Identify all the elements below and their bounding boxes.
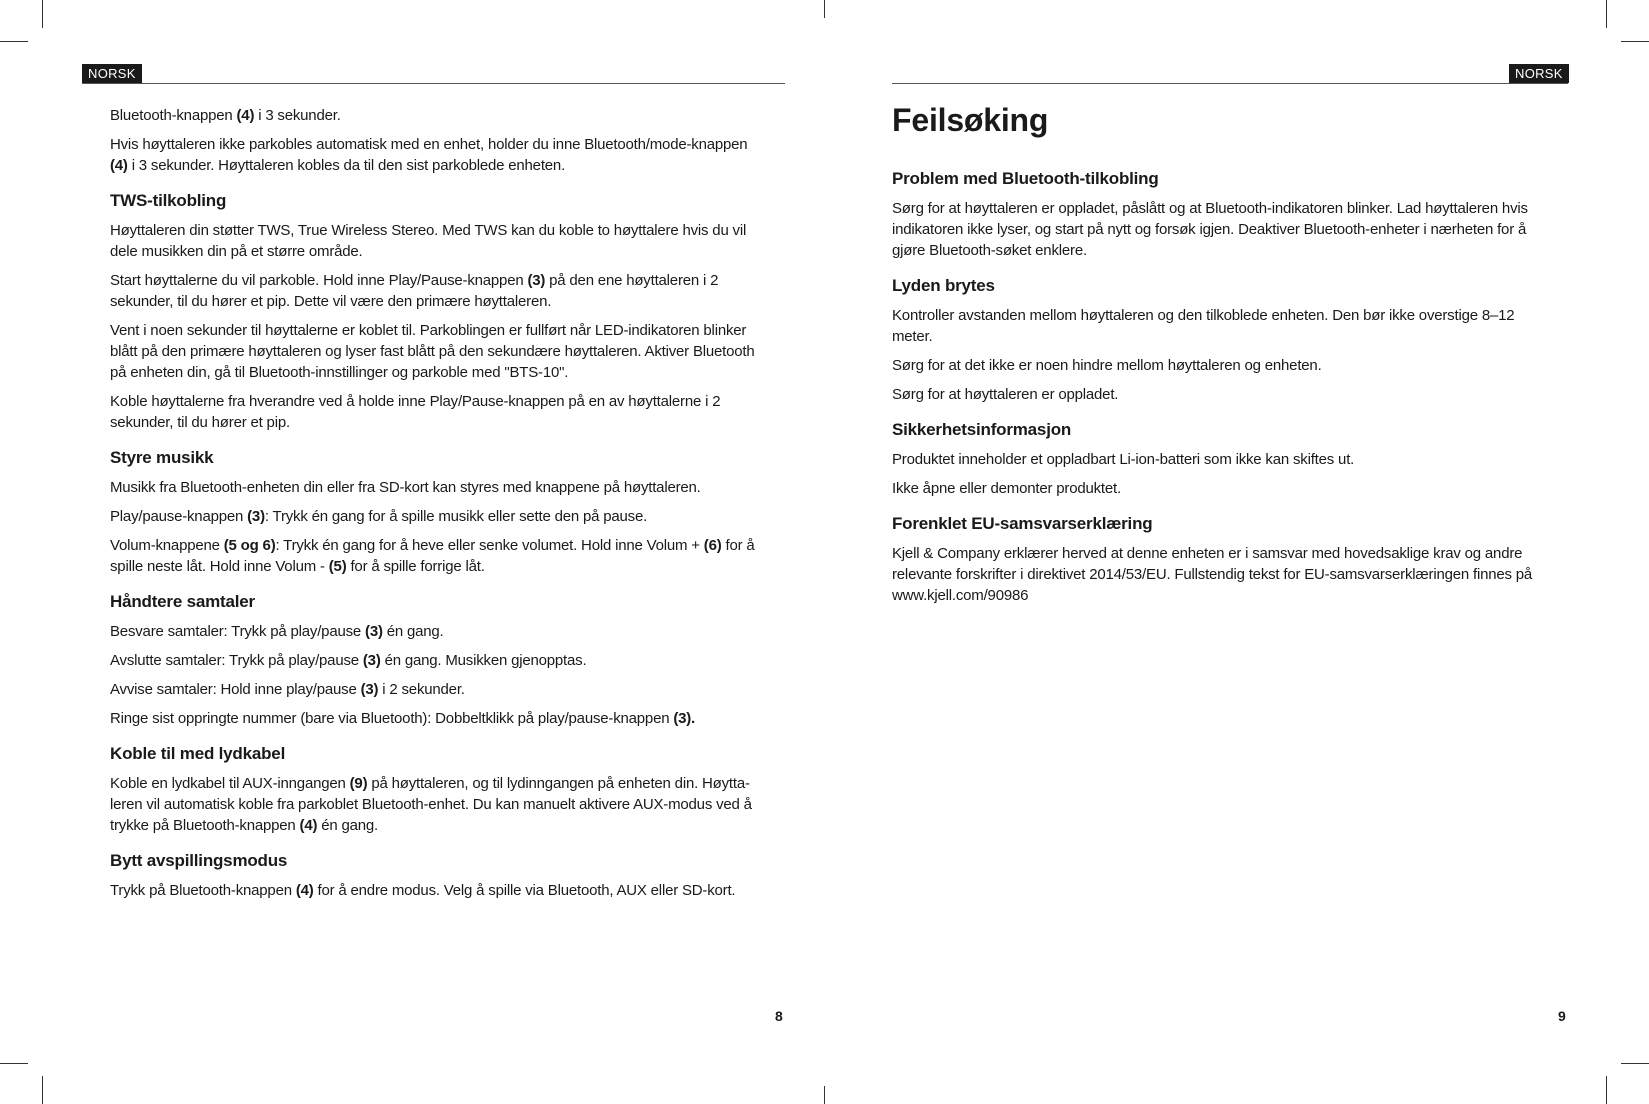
page-title: Feilsøking bbox=[892, 102, 1049, 138]
paragraph bbox=[110, 880, 758, 901]
button-reference: (5 og 6) bbox=[223, 537, 276, 554]
text-run: Sørg for at det ikke er noen hindre mellom høyttaleren og enheten. bbox=[892, 357, 1322, 374]
text-run: Start høyttalerne du vil parkoble. Hold inne Play/Pause-knappen bbox=[110, 272, 528, 289]
text-run: Koble en lydkabel til AUX-inngangen bbox=[110, 775, 350, 792]
text-run: Sørg for at høyttaleren er oppladet. bbox=[892, 386, 1119, 403]
paragraph bbox=[110, 270, 758, 312]
text-run: Høyttaleren din støtter TWS, True Wireless Stereo. Med TWS kan du koble to høyttalere hvis du vil dele musikken din på et større område. bbox=[110, 222, 747, 260]
text-run: Kontroller avstanden mellom høyttaleren og den tilkoblede enheten. Den bør ikke overstige 8–12 meter. bbox=[892, 307, 1515, 345]
button-reference: (3) bbox=[360, 681, 379, 698]
text-run: Ringe sist oppringte nummer (bare via Bluetooth): Dobbeltklikk på play/pause-knappen bbox=[110, 710, 674, 727]
text-run: for å endre modus. Velg å spille via Bluetooth, AUX eller SD-kort. bbox=[313, 882, 736, 899]
right-page bbox=[824, 0, 1649, 1104]
button-reference: (4) bbox=[236, 107, 255, 124]
paragraph bbox=[892, 449, 1542, 470]
text-run: i 3 sekunder. bbox=[254, 107, 341, 124]
button-reference: (4) bbox=[110, 157, 128, 174]
paragraph bbox=[892, 305, 1542, 347]
button-reference: (3) bbox=[527, 272, 546, 289]
button-reference: (4) bbox=[299, 817, 318, 834]
button-reference: (9) bbox=[349, 775, 368, 792]
paragraph bbox=[110, 220, 758, 262]
text-run: Trykk på Bluetooth-knappen bbox=[110, 882, 296, 899]
text-run: Avslutte samtaler: Trykk på play/pause bbox=[110, 652, 363, 669]
button-reference: (3). bbox=[673, 710, 696, 727]
paragraph bbox=[110, 708, 758, 729]
text-run: Vent i noen sekunder til høyttalerne er koblet til. Parkoblingen er fullført når LED-indikatoren blinker blått på den primære høyttaleren og lyser fast blått på den sekundære høyttaleren. Aktiver Bluetooth på enheten din, gå til Bluetooth-innstillinger og parkoble med "BTS-10". bbox=[110, 322, 755, 381]
left-page bbox=[0, 0, 824, 1104]
section-heading: Sikkerhetsinformasjon bbox=[892, 420, 1072, 439]
text-run: Play/pause-knappen bbox=[110, 508, 248, 525]
section-heading: TWS-tilkobling bbox=[110, 191, 227, 210]
language-tag: NORSK bbox=[1509, 64, 1569, 83]
text-run: Bluetooth-knappen bbox=[110, 107, 237, 124]
text-run: én gang. Musikken gjenopptas. bbox=[380, 652, 587, 669]
text-run: Koble høyttalerne fra hverandre ved å holde inne Play/Pause-knappen på en av høyttalerne i 2 sekunder, til du hører et pip. bbox=[110, 393, 721, 431]
paragraph bbox=[110, 320, 758, 383]
left-body-text bbox=[110, 105, 758, 909]
text-run: Avvise samtaler: Hold inne play/pause bbox=[110, 681, 361, 698]
page-number: 8 bbox=[775, 1008, 783, 1024]
button-reference: (3) bbox=[247, 508, 265, 525]
paragraph bbox=[892, 355, 1542, 376]
text-run: for å spille neste låt. Hold inne Volum - bbox=[110, 537, 755, 575]
paragraph bbox=[110, 506, 758, 527]
text-run: Besvare samtaler: Trykk på play/pause bbox=[110, 623, 366, 640]
text-run: på høyttaleren, og til lydinngangen på enheten din. Høytta-leren vil automatisk koble fra parkoblet Bluetooth-enhet. Du kan manuelt aktivere AUX-modus ved å trykke på Bluetooth-knappen bbox=[110, 775, 752, 834]
paragraph bbox=[110, 773, 758, 836]
button-reference: (4) bbox=[295, 882, 314, 899]
text-run: Ikke åpne eller demonter produktet. bbox=[892, 480, 1121, 497]
text-run: i 3 sekunder. Høyttaleren kobles da til den sist parkoblede enheten. bbox=[127, 157, 566, 174]
section-heading: Problem med Bluetooth-tilkobling bbox=[892, 169, 1159, 188]
paragraph bbox=[892, 478, 1542, 499]
text-run: på den ene høyttaleren i 2 sekunder, til du hører et pip. Dette vil være den primære høyttaleren. bbox=[110, 272, 719, 310]
language-tag: NORSK bbox=[82, 64, 142, 83]
paragraph bbox=[892, 543, 1542, 606]
text-run: én gang. bbox=[317, 817, 379, 834]
paragraph bbox=[892, 384, 1542, 405]
text-run: : Trykk én gang for å heve eller senke volumet. Hold inne Volum + bbox=[275, 537, 704, 554]
button-reference: (6) bbox=[703, 537, 722, 554]
paragraph bbox=[110, 391, 758, 433]
text-run: Hvis høyttaleren ikke parkobles automatisk med en enhet, holder du inne Bluetooth/mode-knappen bbox=[110, 136, 748, 153]
page-number: 9 bbox=[1558, 1008, 1566, 1024]
section-heading: Styre musikk bbox=[110, 448, 214, 467]
text-run: i 2 sekunder. bbox=[378, 681, 465, 698]
button-reference: (3) bbox=[365, 623, 383, 640]
paragraph bbox=[110, 105, 758, 126]
text-run: : Trykk én gang for å spille musikk eller sette den på pause. bbox=[264, 508, 648, 525]
right-body-text bbox=[892, 100, 1542, 614]
text-run: Produktet inneholder et oppladbart Li-ion-batteri som ikke kan skiftes ut. bbox=[892, 451, 1355, 468]
section-heading: Koble til med lydkabel bbox=[110, 744, 286, 763]
text-run: Kjell & Company erklærer herved at denne enheten er i samsvar med hovedsaklige krav og andre relevante forskrifter i direktivet 2014/53/EU. Fullstendig tekst for EU-samsvarserklæringen finnes på www.kjell.com/90986 bbox=[892, 545, 1533, 604]
section-heading: Forenklet EU-samsvarserklæring bbox=[892, 514, 1153, 533]
text-run: én gang. bbox=[382, 623, 444, 640]
paragraph bbox=[110, 650, 758, 671]
button-reference: (5) bbox=[328, 558, 347, 575]
text-run: Musikk fra Bluetooth-enheten din eller fra SD-kort kan styres med knappene på høyttaleren. bbox=[110, 479, 701, 496]
section-heading: Bytt avspillingsmodus bbox=[110, 851, 288, 870]
paragraph bbox=[892, 198, 1542, 261]
text-run: Sørg for at høyttaleren er oppladet, påslått og at Bluetooth-indikatoren blinker. Lad høyttaleren hvis indikatoren ikke lyser, og start på nytt og forsøk igjen. Deaktiver Bluetooth-enheter i nærheten for å gjøre Bluetooth-søket enklere. bbox=[892, 200, 1528, 259]
header-rule bbox=[82, 83, 785, 84]
paragraph bbox=[110, 679, 758, 700]
paragraph bbox=[110, 535, 758, 577]
section-heading: Lyden brytes bbox=[892, 276, 995, 295]
paragraph bbox=[110, 134, 758, 176]
paragraph bbox=[110, 477, 758, 498]
button-reference: (3) bbox=[362, 652, 381, 669]
text-run: for å spille forrige låt. bbox=[346, 558, 485, 575]
header-rule bbox=[892, 83, 1568, 84]
section-heading: Håndtere samtaler bbox=[110, 592, 255, 611]
text-run: Volum-knappene bbox=[110, 537, 224, 554]
paragraph bbox=[110, 621, 758, 642]
